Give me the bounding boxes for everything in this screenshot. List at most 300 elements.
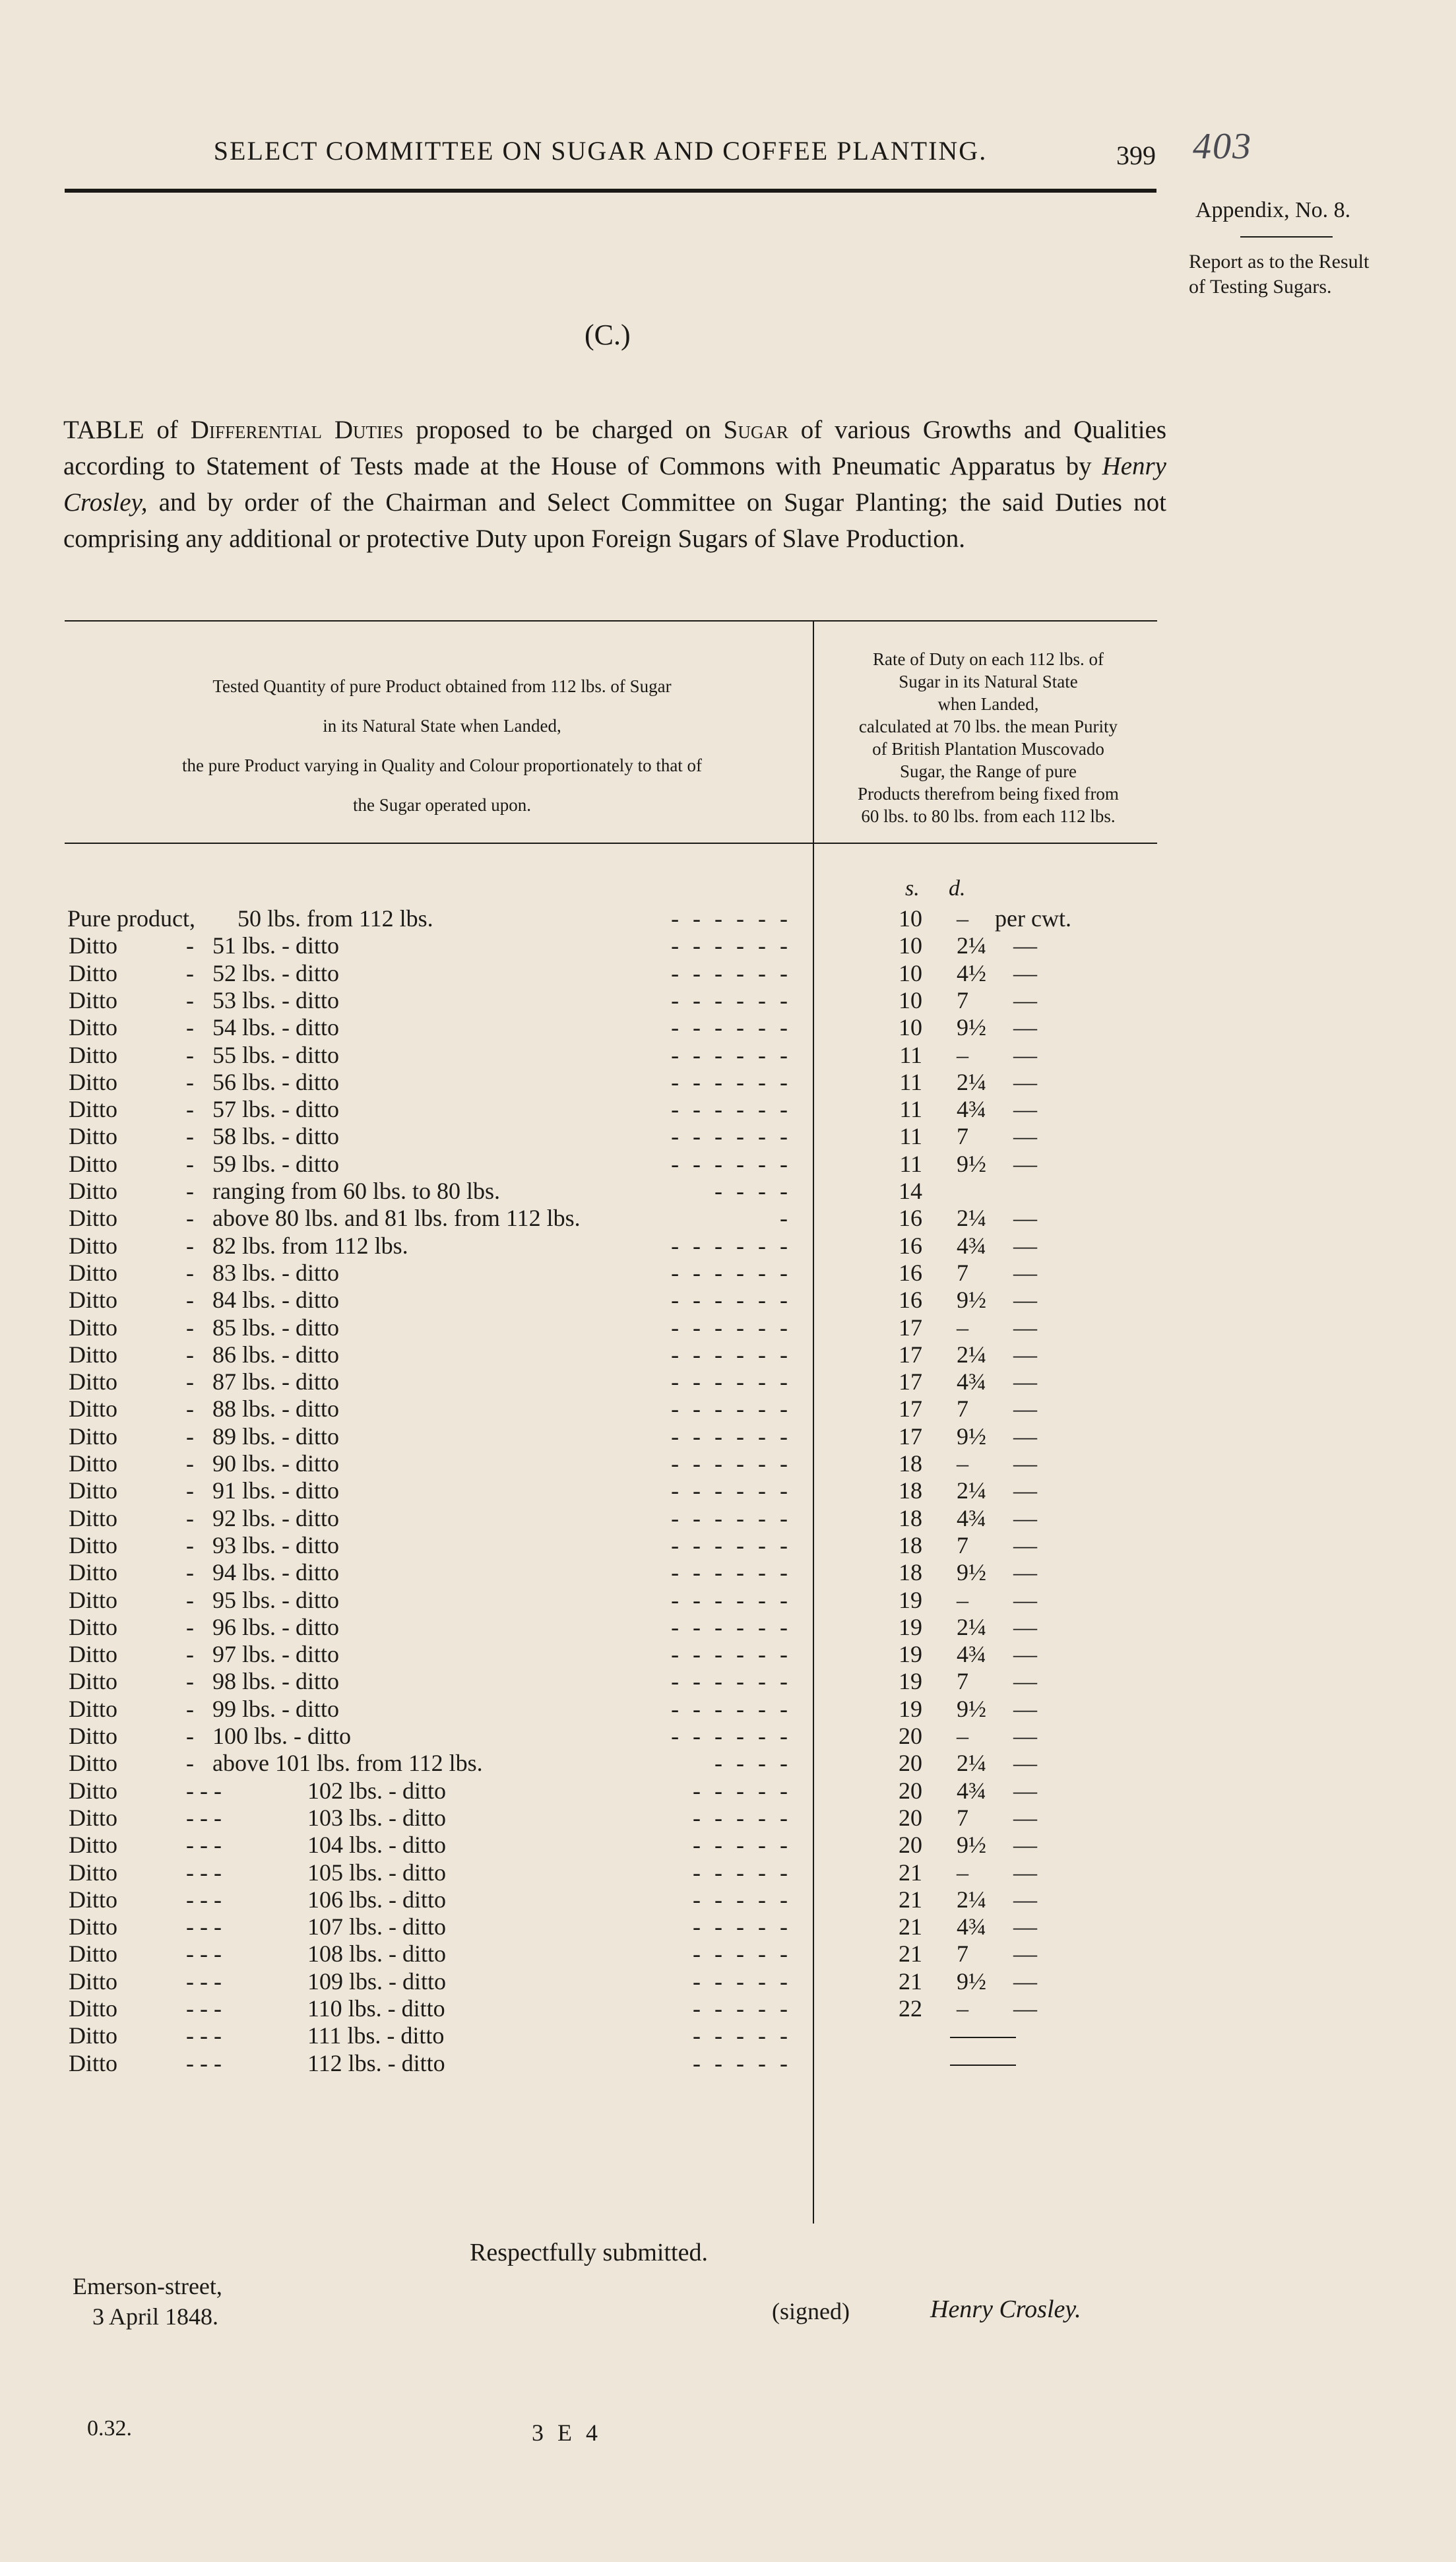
row-shillings: 14 (899, 1178, 922, 1204)
row-quantity: 86 lbs. - ditto (212, 1341, 340, 1368)
row-shillings: 21 (899, 1913, 922, 1940)
row-pence: 2¼ (957, 1341, 986, 1368)
row-dash: - (186, 1069, 194, 1095)
row-quantity: 96 lbs. - ditto (212, 1614, 340, 1640)
row-suffix: — (1013, 1014, 1037, 1041)
row-pence: 7 (957, 1532, 968, 1558)
row-pence: – (957, 1859, 968, 1886)
row-shillings: 17 (899, 1395, 922, 1422)
row-pence: 2¼ (957, 1614, 986, 1640)
row-label: Ditto (69, 1668, 118, 1694)
column-header-line: Rate of Duty on each 112 lbs. of (873, 649, 1104, 669)
intro-part1: proposed to be charged on (416, 416, 711, 444)
row-suffix: — (1013, 1723, 1037, 1749)
row-leaders: - - - - - - (671, 1668, 792, 1694)
table-row (0, 1858, 1456, 1887)
row-label: Ditto (69, 1995, 118, 2022)
row-label: Ditto (69, 1614, 118, 1640)
row-label: Ditto (69, 1505, 118, 1531)
row-label: Ditto (69, 1233, 118, 1259)
row-label: Ditto (69, 1260, 118, 1286)
row-label: Ditto (69, 1886, 118, 1913)
table-row (0, 1585, 1456, 1615)
row-quantity: 97 lbs. - ditto (212, 1641, 340, 1667)
row-leaders: - - - - (714, 1750, 792, 1776)
row-leaders: - - - - - (693, 2022, 792, 2049)
row-dash: - (186, 1477, 194, 1504)
row-pence: 4½ (957, 960, 986, 986)
table-row (0, 1476, 1456, 1505)
footer-reference: 0.32. (87, 2416, 132, 2441)
row-shillings: 18 (899, 1477, 922, 1504)
row-shillings: 10 (899, 905, 922, 932)
table-row (0, 1176, 1456, 1205)
row-quantity: 59 lbs. - ditto (212, 1151, 340, 1177)
row-quantity: 87 lbs. - ditto (212, 1368, 340, 1395)
row-quantity: ranging from 60 lbs. to 80 lbs. (212, 1178, 500, 1204)
row-label: Ditto (69, 1314, 118, 1341)
row-quantity: 82 lbs. from 112 lbs. (212, 1233, 408, 1259)
table-row (0, 1694, 1456, 1723)
row-leaders: - - - - - - (671, 1123, 792, 1149)
row-pence: 4¾ (957, 1368, 986, 1395)
row-label: Ditto (69, 1723, 118, 1749)
row-dash: - (186, 932, 194, 959)
row-dash: - - - (186, 1940, 222, 1967)
row-leaders: - - - - - - (671, 1314, 792, 1341)
table-row (0, 1313, 1456, 1342)
row-suffix: — (1013, 1532, 1037, 1558)
row-dash: - (186, 1368, 194, 1395)
row-quantity: 52 lbs. - ditto (212, 960, 340, 986)
row-pence: – (957, 1995, 968, 2022)
row-label: Ditto (69, 987, 118, 1013)
row-suffix: — (1013, 1777, 1037, 1804)
row-suffix: — (1013, 932, 1037, 959)
handwritten-folio-number: 403 (1193, 126, 1252, 167)
row-shillings: 21 (899, 1859, 922, 1886)
row-label: Ditto (69, 1205, 118, 1231)
row-suffix: — (1013, 1450, 1037, 1477)
table-top-rule (65, 620, 1157, 622)
address-street: Emerson-street, (73, 2273, 222, 2299)
row-shillings: 19 (899, 1587, 922, 1613)
column-header-quantity (92, 666, 792, 825)
table-row (0, 1068, 1456, 1097)
row-shillings: 18 (899, 1450, 922, 1477)
row-suffix: — (1013, 1859, 1037, 1886)
column-header-line: of British Plantation Muscovado (872, 739, 1104, 759)
row-label: Ditto (69, 1696, 118, 1722)
row-pence: 9½ (957, 1423, 986, 1450)
address-block (73, 2271, 222, 2332)
row-leaders: - - - - - (693, 1913, 792, 1940)
row-leaders: - - - - - - (671, 1151, 792, 1177)
table-row (0, 1367, 1456, 1396)
row-quantity: 85 lbs. - ditto (212, 1314, 340, 1341)
row-label: Ditto (69, 1968, 118, 1995)
row-leaders: - - - - - (693, 1832, 792, 1858)
table-row (0, 1721, 1456, 1750)
row-quantity: 94 lbs. - ditto (212, 1559, 340, 1585)
table-row (0, 1449, 1456, 1478)
row-suffix: — (1013, 1395, 1037, 1422)
row-leaders: - - - - - - (671, 1505, 792, 1531)
row-dash: - (186, 1696, 194, 1722)
row-shillings: 22 (899, 1995, 922, 2022)
blank-rate-rule (950, 2065, 1016, 2066)
row-leaders: - - - - - (693, 1968, 792, 1995)
row-quantity: 95 lbs. - ditto (212, 1587, 340, 1613)
shillings-unit-label: s. (905, 876, 920, 901)
column-header-line: 60 lbs. to 80 lbs. from each 112 lbs. (861, 806, 1116, 826)
table-row (0, 1231, 1456, 1260)
row-shillings: 11 (899, 1151, 922, 1177)
row-shillings: 16 (899, 1287, 922, 1313)
table-row (0, 1013, 1456, 1042)
row-pence: 7 (957, 1260, 968, 1286)
row-label: Ditto (69, 1832, 118, 1858)
row-label: Ditto (69, 1641, 118, 1667)
row-leaders: - - - - - - (671, 1260, 792, 1286)
row-quantity: 102 lbs. - ditto (307, 1777, 447, 1804)
row-shillings: 10 (899, 960, 922, 986)
row-suffix: — (1013, 1368, 1037, 1395)
row-quantity: 56 lbs. - ditto (212, 1069, 340, 1095)
row-label: Ditto (69, 1859, 118, 1886)
row-suffix: — (1013, 1668, 1037, 1694)
table-row (0, 1803, 1456, 1832)
address-date: 3 April 1848. (92, 2303, 219, 2330)
table-row (0, 1149, 1456, 1178)
row-leaders: - - - - - - (671, 1477, 792, 1504)
row-label: Ditto (69, 1587, 118, 1613)
row-label: Ditto (69, 1123, 118, 1149)
table-row (0, 1095, 1456, 1124)
row-label: Ditto (69, 1450, 118, 1477)
margin-appendix-label: Appendix, No. 8. (1195, 198, 1351, 222)
row-suffix: — (1013, 960, 1037, 986)
row-pence: 2¼ (957, 1886, 986, 1913)
row-shillings: 11 (899, 1096, 922, 1122)
row-quantity: 110 lbs. - ditto (307, 1995, 445, 2022)
row-pence: 9½ (957, 1559, 986, 1585)
row-shillings: 20 (899, 1805, 922, 1831)
row-quantity: 99 lbs. - ditto (212, 1696, 340, 1722)
row-dash: - (186, 1096, 194, 1122)
row-label: Ditto (69, 1151, 118, 1177)
row-pence: 2¼ (957, 1477, 986, 1504)
row-shillings: 19 (899, 1668, 922, 1694)
intro-sugar: Sugar (723, 416, 788, 444)
row-shillings: 16 (899, 1233, 922, 1259)
row-leaders: - - - - - - (671, 1233, 792, 1259)
row-leaders: - - - - - - (671, 1559, 792, 1585)
closing-line: Respectfully submitted. (470, 2239, 708, 2266)
row-pence: 4¾ (957, 1233, 986, 1259)
row-pence: – (957, 1723, 968, 1749)
row-leaders: - - - - - - (671, 1096, 792, 1122)
row-suffix: — (1013, 1641, 1037, 1667)
table-row (0, 1203, 1456, 1233)
table-row (0, 986, 1456, 1015)
row-shillings: 16 (899, 1205, 922, 1231)
row-dash: - (186, 1668, 194, 1694)
row-label: Ditto (69, 1913, 118, 1940)
row-dash: - - - (186, 1968, 222, 1995)
row-shillings: 10 (899, 1014, 922, 1041)
table-row (0, 1285, 1456, 1314)
row-suffix: — (1013, 1886, 1037, 1913)
row-pence: 7 (957, 1395, 968, 1422)
row-suffix: — (1013, 1913, 1037, 1940)
row-quantity: 106 lbs. - ditto (307, 1886, 447, 1913)
row-pence: 4¾ (957, 1096, 986, 1122)
row-dash: - - - (186, 2022, 222, 2049)
row-dash: - (186, 1042, 194, 1068)
section-label: (C.) (585, 319, 631, 351)
table-row (0, 1640, 1456, 1669)
row-label: Ditto (69, 1395, 118, 1422)
row-suffix: — (1013, 1995, 1037, 2022)
table-row (0, 1340, 1456, 1369)
row-suffix: — (1013, 1750, 1037, 1776)
row-suffix: — (1013, 1968, 1037, 1995)
table-row (0, 904, 1456, 933)
row-label: Ditto (69, 1042, 118, 1068)
row-shillings: 21 (899, 1940, 922, 1967)
row-shillings: 21 (899, 1968, 922, 1995)
row-suffix: — (1013, 1832, 1037, 1858)
header-rule (65, 189, 1156, 193)
table-row (0, 1912, 1456, 1941)
row-quantity: 84 lbs. - ditto (212, 1287, 340, 1313)
intro-part3: and by order of the Chairman and Select Committee on Sugar Planting; the said Duties not comprising any additional or protective Duty upon Foreign Sugars of Slave Production. (63, 488, 1167, 553)
row-suffix: — (1013, 1505, 1037, 1531)
row-leaders: - (780, 1205, 792, 1231)
row-leaders: - - - - - (693, 2050, 792, 2076)
row-pence: 7 (957, 1940, 968, 1967)
row-label: Ditto (69, 1096, 118, 1122)
row-quantity: 111 lbs. - ditto (307, 2022, 445, 2049)
row-pence: 4¾ (957, 1913, 986, 1940)
row-suffix: — (1013, 1805, 1037, 1831)
row-dash: - - - (186, 1859, 222, 1886)
row-shillings: 18 (899, 1505, 922, 1531)
row-quantity: 92 lbs. - ditto (212, 1505, 340, 1531)
row-label: Ditto (69, 1805, 118, 1831)
row-shillings: 20 (899, 1832, 922, 1858)
row-label: Ditto (69, 1532, 118, 1558)
row-dash: - (186, 987, 194, 1013)
row-leaders: - - - - - - (671, 1696, 792, 1722)
row-label: Ditto (69, 1368, 118, 1395)
row-pence: – (957, 1042, 968, 1068)
row-leaders: - - - - - (693, 1995, 792, 2022)
row-quantity: 83 lbs. - ditto (212, 1260, 340, 1286)
row-label: Ditto (69, 1750, 118, 1776)
row-pence: 9½ (957, 1696, 986, 1722)
row-quantity: 105 lbs. - ditto (307, 1859, 447, 1886)
row-quantity: 88 lbs. - ditto (212, 1395, 340, 1422)
table-row (0, 1885, 1456, 1914)
row-shillings: 20 (899, 1777, 922, 1804)
column-header-rate (823, 648, 1153, 827)
row-quantity: 90 lbs. - ditto (212, 1450, 340, 1477)
column-header-line: Products therefrom being fixed from (858, 784, 1119, 804)
row-dash: - (186, 1505, 194, 1531)
row-suffix: — (1013, 1205, 1037, 1231)
row-quantity: 55 lbs. - ditto (212, 1042, 340, 1068)
row-leaders: - - - - - - (671, 1641, 792, 1667)
row-shillings: 11 (899, 1042, 922, 1068)
row-quantity: 54 lbs. - ditto (212, 1014, 340, 1041)
row-shillings: 10 (899, 987, 922, 1013)
row-suffix: — (1013, 1042, 1037, 1068)
row-pence: 9½ (957, 1014, 986, 1041)
row-leaders: - - - - - - (671, 1587, 792, 1613)
row-leaders: - - - - - - (671, 1423, 792, 1450)
table-title-paragraph (63, 412, 1166, 557)
row-dash: - (186, 1450, 194, 1477)
row-shillings: 19 (899, 1614, 922, 1640)
row-pence: 2¼ (957, 932, 986, 959)
table-row (0, 1422, 1456, 1451)
row-leaders: - - - - - - (671, 1450, 792, 1477)
row-dash: - (186, 1123, 194, 1149)
table-row (0, 1613, 1456, 1642)
row-pence: 4¾ (957, 1777, 986, 1804)
row-dash: - - - (186, 1832, 222, 1858)
row-quantity: 100 lbs. - ditto (212, 1723, 352, 1749)
row-suffix: — (1013, 1151, 1037, 1177)
column-header-line: Tested Quantity of pure Product obtained from 112 lbs. of Sugar (212, 676, 672, 696)
column-header-line: Sugar in its Natural State (899, 672, 1078, 691)
row-shillings: 18 (899, 1559, 922, 1585)
row-shillings: 17 (899, 1368, 922, 1395)
row-quantity: 93 lbs. - ditto (212, 1532, 340, 1558)
row-quantity: 91 lbs. - ditto (212, 1477, 340, 1504)
row-dash: - (186, 960, 194, 986)
row-dash: - (186, 1341, 194, 1368)
row-pence: 7 (957, 1123, 968, 1149)
row-pence: 2¼ (957, 1205, 986, 1231)
table-row (0, 931, 1456, 960)
table-row (0, 1776, 1456, 1805)
column-header-line: the pure Product varying in Quality and Colour proportionately to that of (181, 755, 703, 775)
row-dash: - - - (186, 1995, 222, 2022)
row-pence: 2¼ (957, 1750, 986, 1776)
row-quantity: 89 lbs. - ditto (212, 1423, 340, 1450)
row-label: Ditto (69, 1341, 118, 1368)
row-label: Ditto (69, 1178, 118, 1204)
row-leaders: - - - - - - (671, 1614, 792, 1640)
row-suffix: — (1013, 1559, 1037, 1585)
running-header-title: SELECT COMMITTEE ON SUGAR AND COFFEE PLANTING. (213, 136, 988, 166)
table-row (0, 1558, 1456, 1587)
row-shillings: 19 (899, 1641, 922, 1667)
row-dash: - (186, 1641, 194, 1667)
row-pence: – (957, 1450, 968, 1477)
signature: Henry Crosley. (930, 2295, 1081, 2323)
table-row (0, 1667, 1456, 1696)
row-pence: 2¼ (957, 1069, 986, 1095)
row-pence: 9½ (957, 1151, 986, 1177)
table-row (0, 2049, 1456, 2078)
row-quantity: 103 lbs. - ditto (307, 1805, 447, 1831)
row-quantity: 98 lbs. - ditto (212, 1668, 340, 1694)
row-dash: - - - (186, 1913, 222, 1940)
row-shillings: 17 (899, 1423, 922, 1450)
margin-note: Report as to the Result of Testing Sugars. (1189, 251, 1370, 298)
row-suffix: — (1013, 1423, 1037, 1450)
table-row (0, 1041, 1456, 1070)
row-quantity: above 80 lbs. and 81 lbs. from 112 lbs. (212, 1205, 581, 1231)
row-label: Ditto (69, 1477, 118, 1504)
intro-lead: TABLE of (63, 416, 178, 444)
row-dash: - (186, 1614, 194, 1640)
row-dash: - (186, 1423, 194, 1450)
row-shillings: 18 (899, 1532, 922, 1558)
row-suffix: — (1013, 1614, 1037, 1640)
row-dash: - (186, 1233, 194, 1259)
row-dash: - (186, 1723, 194, 1749)
row-pence: – (957, 1587, 968, 1613)
row-label: Ditto (69, 2050, 118, 2076)
row-leaders: - - - - - - (671, 905, 792, 932)
row-shillings: 20 (899, 1750, 922, 1776)
column-header-line: when Landed, (937, 694, 1039, 714)
row-shillings: 17 (899, 1341, 922, 1368)
pence-unit-label: d. (949, 876, 966, 901)
row-leaders: - - - - - - (671, 1014, 792, 1041)
row-dash: - (186, 1587, 194, 1613)
table-row (0, 1258, 1456, 1287)
row-suffix: — (1013, 1123, 1037, 1149)
row-label: Pure product, (67, 905, 195, 932)
row-suffix: per cwt. (995, 905, 1071, 932)
row-leaders: - - - - - - (671, 1341, 792, 1368)
row-shillings: 20 (899, 1723, 922, 1749)
row-quantity: 112 lbs. - ditto (307, 2050, 445, 2076)
row-shillings: 19 (899, 1696, 922, 1722)
column-header-line: calculated at 70 lbs. the mean Purity (858, 717, 1118, 736)
column-header-line: the Sugar operated upon. (353, 795, 531, 815)
row-pence: 7 (957, 1805, 968, 1831)
table-row (0, 1830, 1456, 1859)
row-quantity: 50 lbs. from 112 lbs. (237, 905, 433, 932)
margin-rule (1240, 236, 1333, 238)
row-dash: - (186, 1151, 194, 1177)
row-dash: - (186, 1395, 194, 1422)
table-row (0, 2021, 1456, 2050)
row-leaders: - - - - - - (671, 1395, 792, 1422)
row-dash: - - - (186, 1805, 222, 1831)
row-label: Ditto (69, 1559, 118, 1585)
row-label: Ditto (69, 932, 118, 959)
intro-name: Henry Crosley, (63, 452, 1166, 517)
column-header-line: in its Natural State when Landed, (323, 716, 561, 736)
row-leaders: - - - - - (693, 1940, 792, 1967)
row-shillings: 11 (899, 1123, 922, 1149)
table-row (0, 1939, 1456, 1968)
row-dash: - (186, 1178, 194, 1204)
page-number: 399 (1116, 141, 1156, 170)
row-leaders: - - - - - - (671, 1069, 792, 1095)
row-dash: - (186, 1314, 194, 1341)
row-quantity: 104 lbs. - ditto (307, 1832, 447, 1858)
row-label: Ditto (69, 1777, 118, 1804)
